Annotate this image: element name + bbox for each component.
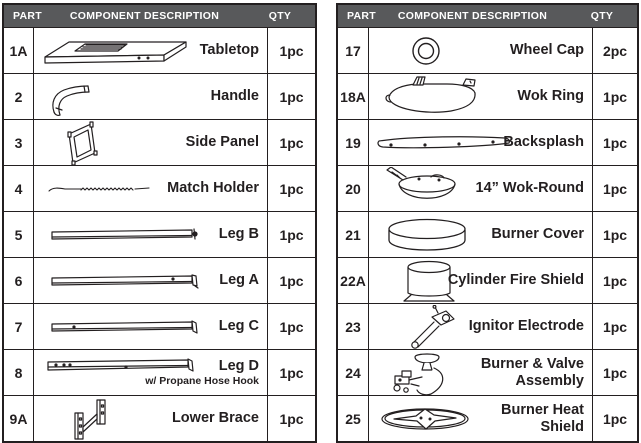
burner-heat-shield-illustration (378, 405, 472, 433)
description-text (466, 356, 584, 389)
table-row (338, 395, 637, 441)
description-cell (34, 120, 268, 165)
part-number: 20 (338, 166, 369, 211)
part-number: 21 (338, 212, 369, 257)
table-row (338, 119, 637, 165)
description-cell (34, 396, 268, 441)
quantity: 1pc (602, 134, 628, 151)
leg-c-illustration (48, 318, 202, 336)
tabletop-illustration (39, 35, 191, 67)
description-text (219, 226, 259, 243)
burner-cover-illustration (384, 215, 470, 255)
part-number: 24 (338, 350, 369, 395)
quantity: 1pc (279, 272, 304, 289)
side-panel-illustration (61, 121, 101, 165)
description-text (211, 88, 259, 105)
part-number: 6 (4, 258, 34, 303)
part-number: 9A (4, 396, 34, 441)
description-main: Handle (210, 88, 259, 105)
quantity: 1pc (279, 180, 304, 197)
quantity: 1pc (279, 42, 304, 59)
description-text (219, 318, 259, 335)
table-row (4, 27, 315, 73)
table-header (4, 5, 315, 27)
part-number: 23 (338, 304, 369, 349)
description-main: Burner & Valve Assembly (480, 355, 584, 389)
table-row (338, 257, 637, 303)
description-cell (34, 212, 268, 257)
wheel-cap-illustration (409, 34, 443, 68)
wok-illustration (379, 167, 463, 211)
description-cell (369, 120, 593, 165)
quantity: 1pc (279, 410, 304, 427)
quantity: 1pc (279, 134, 304, 151)
part-number: 2 (4, 74, 34, 119)
lower-brace-illustration (68, 397, 114, 441)
table-row (4, 303, 315, 349)
part-number: 5 (4, 212, 34, 257)
header-part: PART (347, 10, 377, 22)
description-cell (369, 396, 593, 441)
header-part: PART (13, 10, 43, 22)
description-text (172, 410, 259, 427)
leg-a-illustration (48, 272, 202, 290)
wok-ring-illustration (383, 75, 481, 119)
quantity: 2pc (602, 42, 628, 59)
quantity: 1pc (602, 88, 628, 105)
handle-illustration (46, 77, 94, 117)
description-main: Leg B (218, 226, 259, 243)
description-text (145, 358, 259, 387)
burner-valve-assembly-illustration (389, 350, 453, 395)
description-cell (369, 74, 593, 119)
description-main: Wheel Cap (509, 42, 584, 59)
description-text (448, 272, 584, 289)
description-subtext: w/ Propane Hose Hook (145, 374, 259, 387)
quantity: 1pc (279, 318, 304, 335)
backsplash-illustration (373, 132, 513, 154)
part-number: 18A (338, 74, 369, 119)
table-row (338, 211, 637, 257)
table-row (338, 27, 637, 73)
ignitor-electrode-illustration (403, 305, 459, 349)
description-main: Side Panel (185, 134, 259, 151)
description-text (503, 134, 584, 151)
description-text (200, 42, 259, 59)
description-main: Cylinder Fire Shield (447, 272, 584, 289)
description-cell (34, 28, 268, 73)
description-cell (369, 258, 593, 303)
quantity: 1pc (602, 226, 628, 243)
table-header (338, 5, 637, 27)
quantity: 1pc (602, 180, 628, 197)
table-row (338, 349, 637, 395)
header-qty: QTY (590, 10, 614, 22)
part-number: 25 (338, 396, 369, 441)
description-text (469, 318, 584, 335)
table-row (338, 303, 637, 349)
description-cell (34, 350, 268, 395)
part-number: 8 (4, 350, 34, 395)
description-text (476, 180, 584, 197)
part-number: 19 (338, 120, 369, 165)
part-number: 17 (338, 28, 369, 73)
part-number: 3 (4, 120, 34, 165)
quantity: 1pc (602, 318, 628, 335)
table-row (4, 211, 315, 257)
description-main: Leg A (219, 272, 259, 289)
description-main: Backsplash (503, 134, 584, 151)
description-main: Tabletop (199, 42, 259, 59)
quantity: 1pc (279, 364, 304, 381)
description-cell (34, 258, 268, 303)
quantity: 1pc (602, 272, 628, 289)
parts-list (2, 3, 639, 443)
description-main: 14” Wok-Round (475, 180, 584, 197)
table-row (4, 119, 315, 165)
table-row (4, 165, 315, 211)
description-main: Burner Cover (491, 226, 584, 243)
description-cell (369, 28, 593, 73)
description-text (219, 272, 259, 289)
description-cell (34, 304, 268, 349)
description-text (186, 134, 259, 151)
header-qty: QTY (268, 10, 292, 22)
description-cell (369, 350, 593, 395)
description-main: Leg D (218, 358, 259, 375)
header-description: COMPONENT DESCRIPTION (397, 10, 548, 22)
quantity: 1pc (279, 226, 304, 243)
leg-b-illustration (48, 226, 202, 244)
part-number: 7 (4, 304, 34, 349)
part-number: 4 (4, 166, 34, 211)
table-row (4, 349, 315, 395)
quantity: 1pc (602, 410, 628, 427)
table-row (338, 73, 637, 119)
description-cell (34, 166, 268, 211)
description-text (491, 226, 584, 243)
description-main: Wok Ring (517, 88, 584, 105)
match-holder-illustration (45, 183, 153, 195)
description-cell (34, 74, 268, 119)
description-cell (369, 166, 593, 211)
table-row (4, 73, 315, 119)
description-cell (369, 212, 593, 257)
description-main: Match Holder (167, 180, 259, 197)
description-text (167, 180, 259, 197)
description-text (466, 402, 584, 435)
table-row (4, 257, 315, 303)
quantity: 1pc (602, 364, 628, 381)
part-number: 1A (4, 28, 34, 73)
quantity: 1pc (279, 88, 304, 105)
description-main: Lower Brace (171, 410, 259, 427)
description-main: Leg C (218, 318, 259, 335)
table-row (4, 395, 315, 441)
description-text (510, 42, 584, 59)
header-description: COMPONENT DESCRIPTION (69, 10, 220, 22)
table-row (338, 165, 637, 211)
parts-table-right (336, 3, 639, 443)
description-cell (369, 304, 593, 349)
description-text (517, 88, 584, 105)
parts-table-left (2, 3, 317, 443)
description-main: Burner Heat Shield (501, 401, 584, 435)
description-main: Ignitor Electrode (468, 318, 584, 335)
part-number: 22A (338, 258, 369, 303)
